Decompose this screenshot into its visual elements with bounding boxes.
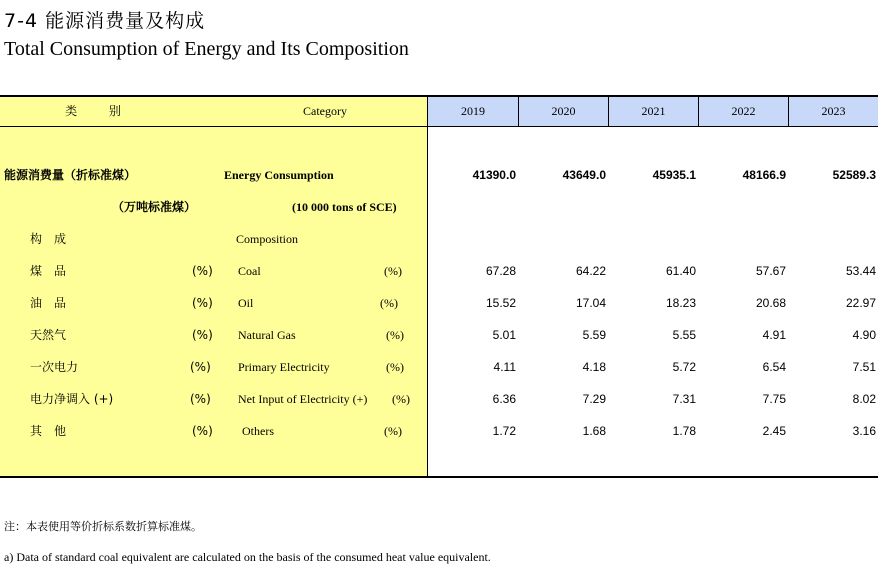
row-value-2022: 2.45: [762, 424, 786, 438]
table-row-composition: [0, 223, 878, 255]
row-label-cn: 一次电力: [30, 360, 79, 374]
row-unit-en: (%): [392, 392, 410, 406]
table-row: [0, 415, 878, 447]
row-value-2023: 8.02: [852, 392, 876, 406]
row-unit-cn: (%): [192, 424, 213, 438]
table-row-total: [0, 159, 878, 191]
row-unit-cn: (%): [192, 296, 213, 310]
total-value-2023: 52589.3: [832, 168, 876, 182]
row-value-2021: 1.78: [672, 424, 696, 438]
row-value-2021: 7.31: [672, 392, 696, 406]
page-title-cn: 7-4 能源消费量及构成: [4, 10, 206, 32]
row-value-2022: 6.54: [762, 360, 786, 374]
row-value-2020: 1.68: [582, 424, 606, 438]
row-value-2020: 5.59: [582, 328, 606, 342]
row-label-cn: 电力净调入 (+): [30, 392, 114, 406]
header-year-2022: 2022: [698, 97, 788, 126]
row-value-2019: 5.01: [492, 328, 516, 342]
table-row: [0, 287, 878, 319]
row-value-2019: 6.36: [492, 392, 516, 406]
total-unit-en: (10 000 tons of SCE): [292, 200, 397, 214]
header-year-2023: 2023: [788, 97, 878, 126]
row-value-2019: 1.72: [492, 424, 516, 438]
composition-label-cn: 构 成: [30, 232, 67, 246]
row-value-2023: 53.44: [845, 264, 876, 278]
table-row: [0, 255, 878, 287]
row-label-en: Natural Gas: [238, 328, 296, 342]
table-row: [0, 319, 878, 351]
row-value-2023: 7.51: [852, 360, 876, 374]
page-title-en: Total Consumption of Energy and Its Composition: [4, 38, 409, 60]
row-value-2023: 22.97: [845, 296, 876, 310]
row-label-en: Primary Electricity: [238, 360, 330, 374]
row-label-cn: 天然气: [30, 328, 67, 342]
row-value-2020: 4.18: [582, 360, 606, 374]
header-year-2021: 2021: [608, 97, 698, 126]
table-row: [0, 351, 878, 383]
header-category-cn: 类 别: [65, 104, 135, 118]
header-year-2019: 2019: [428, 97, 518, 126]
row-value-2020: 17.04: [575, 296, 606, 310]
row-value-2022: 4.91: [762, 328, 786, 342]
row-label-en: Net Input of Electricity (+): [238, 392, 368, 406]
total-label-en: Energy Consumption: [224, 168, 334, 182]
row-unit-en: (%): [380, 296, 398, 310]
row-value-2020: 64.22: [575, 264, 606, 278]
total-value-2020: 43649.0: [562, 168, 606, 182]
row-value-2021: 61.40: [665, 264, 696, 278]
row-value-2021: 18.23: [665, 296, 696, 310]
table-row-units: [0, 191, 878, 223]
row-value-2019: 4.11: [493, 360, 516, 374]
total-value-2022: 48166.9: [742, 168, 786, 182]
row-value-2022: 57.67: [755, 264, 786, 278]
total-unit-cn: （万吨标准煤）: [112, 200, 197, 214]
row-unit-cn: (%): [190, 360, 211, 374]
row-unit-en: (%): [386, 360, 404, 374]
row-label-en: Oil: [238, 296, 254, 310]
table-row: [0, 383, 878, 415]
row-value-2023: 4.90: [852, 328, 876, 342]
row-value-2021: 5.55: [672, 328, 696, 342]
row-label-en: Others: [242, 424, 274, 438]
total-value-2021: 45935.1: [652, 168, 696, 182]
total-label-cn: 能源消费量（折标准煤）: [4, 168, 137, 182]
row-value-2022: 20.68: [755, 296, 786, 310]
row-value-2023: 3.16: [852, 424, 876, 438]
row-unit-cn: (%): [190, 392, 211, 406]
header-year-2020: 2020: [518, 97, 608, 126]
row-label-en: Coal: [238, 264, 261, 278]
row-label-cn: 煤 品: [30, 264, 67, 278]
row-unit-en: (%): [384, 264, 402, 278]
row-value-2021: 5.72: [672, 360, 696, 374]
row-label-cn: 油 品: [30, 296, 67, 310]
row-value-2019: 67.28: [485, 264, 516, 278]
row-value-2022: 7.75: [762, 392, 786, 406]
total-value-2019: 41390.0: [472, 168, 516, 182]
row-value-2019: 15.52: [485, 296, 516, 310]
header-category-en: Category: [303, 104, 347, 118]
row-unit-en: (%): [386, 328, 404, 342]
row-unit-en: (%): [384, 424, 402, 438]
row-unit-cn: (%): [192, 264, 213, 278]
table-header: [0, 97, 878, 127]
composition-label-en: Composition: [236, 232, 299, 246]
row-label-cn: 其 他: [30, 424, 67, 438]
footnote-cn: 注：本表使用等价折标系数折算标准煤。: [4, 520, 202, 533]
footnote-en: a) Data of standard coal equivalent are calculated on the basis of the consumed heat value equivalent.: [4, 550, 491, 564]
row-unit-cn: (%): [192, 328, 213, 342]
row-value-2020: 7.29: [582, 392, 606, 406]
energy-table: [0, 95, 878, 478]
